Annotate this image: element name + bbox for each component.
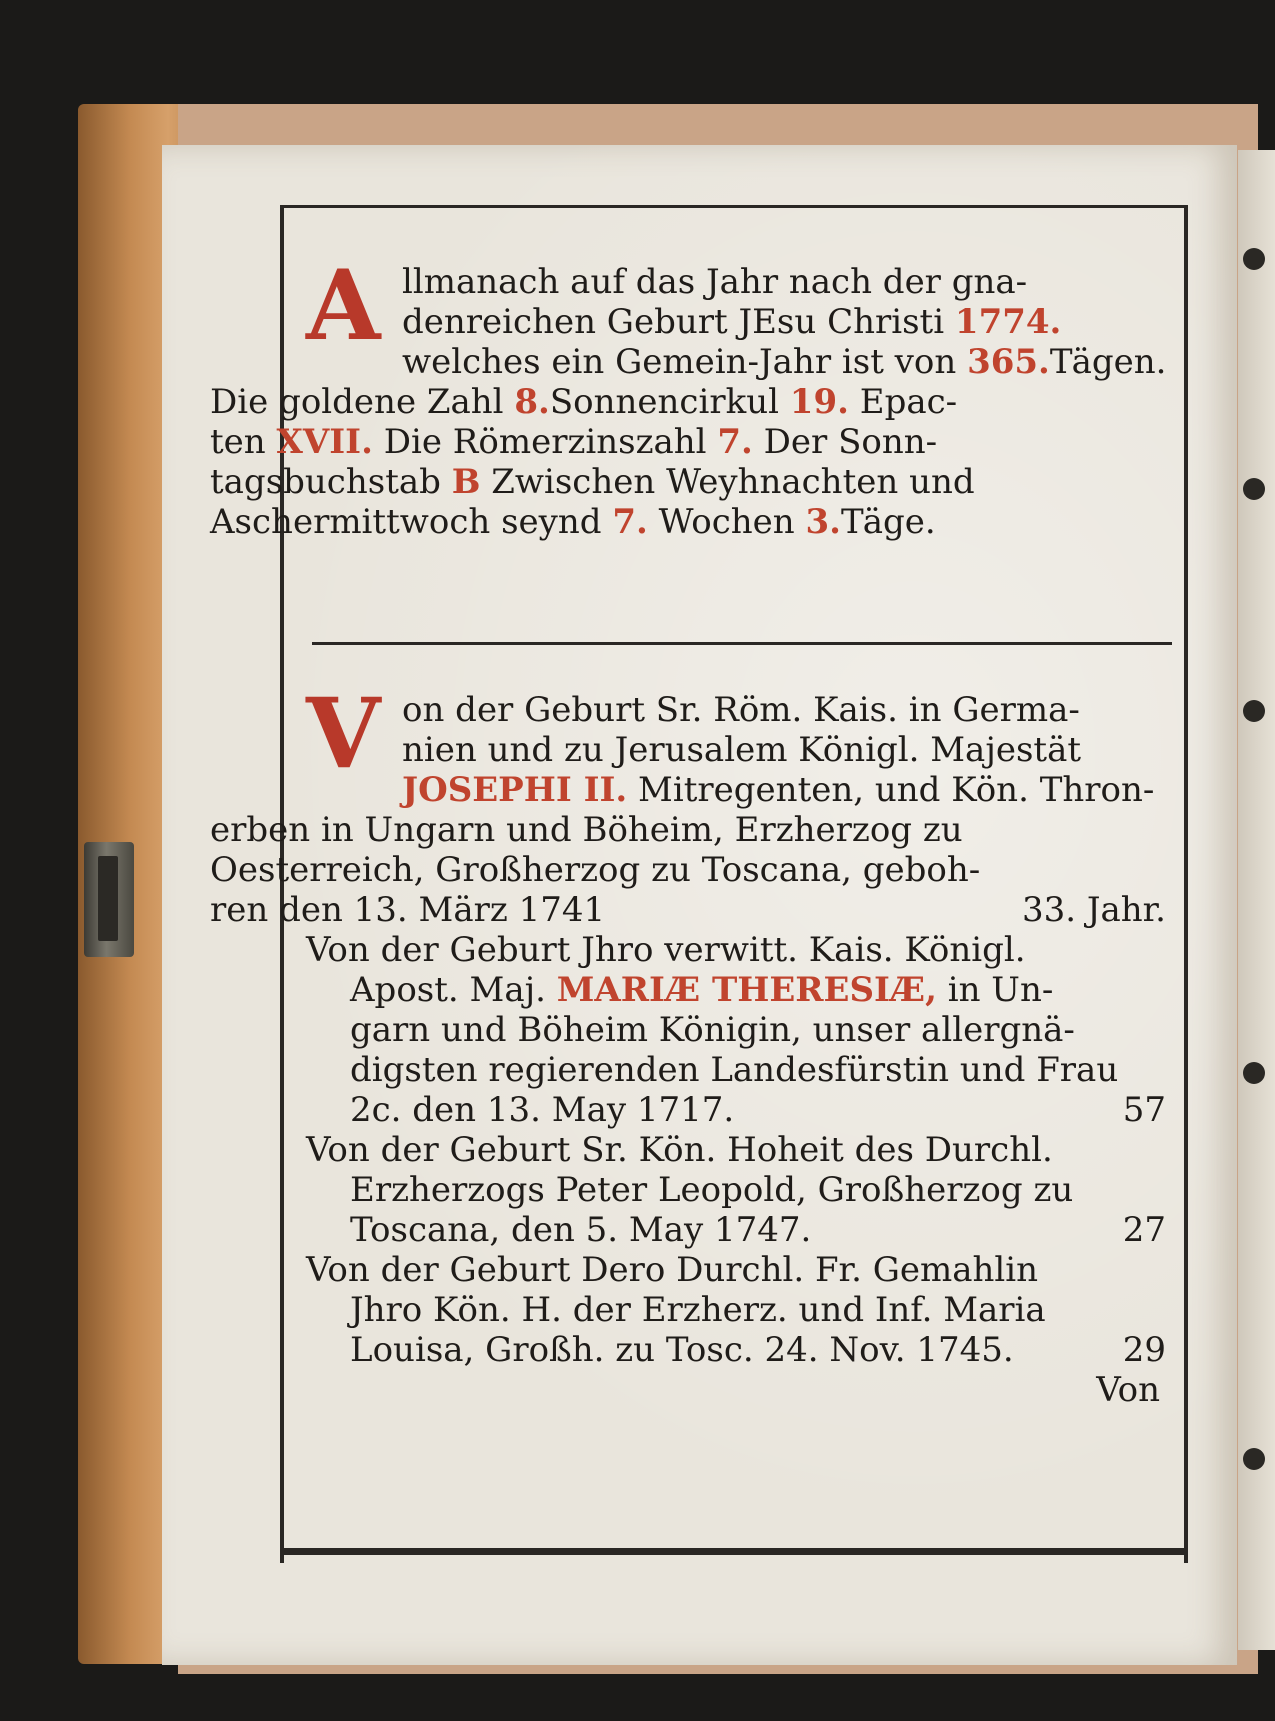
birthday-entries-block	[210, 677, 1174, 1410]
text-line	[306, 1250, 1174, 1290]
rubric-text: MARIÆ THERESIÆ,	[556, 970, 937, 1010]
text-run: Apost. Maj.	[350, 970, 557, 1010]
emperor-lines	[210, 677, 1174, 930]
text-line	[306, 1010, 1174, 1050]
text-line	[210, 382, 1174, 422]
text-line	[306, 1210, 1174, 1250]
text-line	[306, 1130, 1174, 1170]
text-line	[306, 930, 1174, 970]
text-line	[306, 1290, 1174, 1330]
text-line	[306, 1090, 1174, 1130]
text-run: Täge.	[841, 502, 936, 542]
text-line	[210, 810, 1174, 850]
text-run: Die Römerzinszahl	[372, 422, 718, 462]
drop-cap: A	[306, 249, 381, 362]
rubric-text: 7.	[717, 422, 753, 462]
age-number: 33. Jahr.	[1021, 890, 1166, 930]
text-run: tagsbuchstab	[210, 462, 452, 502]
text-run: Mitregenten, und Kön. Thron-	[627, 770, 1155, 810]
text-line	[210, 422, 1174, 462]
text-line	[210, 502, 1174, 542]
text-run: Sonnencirkul	[549, 382, 790, 422]
section-divider	[312, 642, 1172, 645]
text-run: Von der Geburt Dero Durchl. Fr. Gemahlin	[306, 1250, 1039, 1290]
rubric-text: B	[451, 462, 481, 502]
text-run: Erzherzogs Peter Leopold, Großherzog zu	[350, 1170, 1074, 1210]
book-clasp	[84, 842, 134, 957]
binding-hole	[1243, 700, 1265, 722]
text-run: nien und zu Jerusalem Königl. Majestät	[402, 730, 1082, 770]
text-run: 2c. den 13. May 1717.	[350, 1090, 735, 1130]
text-run: erben in Ungarn und Böheim, Erzherzog zu	[210, 810, 963, 850]
rubric-text: 365.	[967, 342, 1050, 382]
catchword: Von	[1096, 1370, 1160, 1410]
text-run: Der Sonn-	[752, 422, 938, 462]
text-line	[210, 850, 1174, 890]
text-line	[210, 770, 1174, 810]
text-line	[306, 1330, 1174, 1370]
text-line	[210, 462, 1174, 502]
text-run: digsten regierenden Landesfürstin und Frau	[350, 1050, 1119, 1090]
text-line	[306, 690, 1174, 730]
text-run: Jhro Kön. H. der Erzherz. und Inf. Maria	[350, 1290, 1046, 1330]
text-run: in Un-	[936, 970, 1054, 1010]
text-run: garn und Böheim Königin, unser allergnä-	[350, 1010, 1075, 1050]
text-line	[306, 302, 1174, 342]
text-line	[306, 730, 1174, 770]
age-number: 27	[1122, 1210, 1166, 1250]
binding-hole	[1243, 1448, 1265, 1470]
text-run: ten	[210, 422, 277, 462]
text-run: Louisa, Großh. zu Tosc. 24. Nov. 1745.	[350, 1330, 1014, 1370]
facing-page-edge	[1238, 150, 1275, 1650]
rubric-text: 1774.	[954, 302, 1062, 342]
drop-cap: V	[306, 677, 381, 790]
rubric-text: 7.	[612, 502, 648, 542]
text-run: denreichen Geburt JEsu Christi	[402, 302, 955, 342]
text-line	[210, 890, 1174, 930]
text-run: Tägen.	[1049, 342, 1167, 382]
text-line	[210, 342, 1174, 382]
text-run: Die goldene Zahl	[210, 382, 515, 422]
entry-list	[306, 930, 1174, 1370]
age-number: 29	[1122, 1330, 1166, 1370]
almanac-title-block	[210, 249, 1174, 542]
text-run: Oesterreich, Großherzog zu Toscana, geboh-	[210, 850, 981, 890]
text-line	[306, 1170, 1174, 1210]
binding-hole	[1243, 1062, 1265, 1084]
text-run: llmanach auf das Jahr nach der gna-	[402, 262, 1028, 302]
rubric-text: 3.	[805, 502, 842, 542]
rubric-text: XVII.	[276, 422, 373, 462]
bottom-rule	[282, 1548, 1184, 1555]
text-run: on der Geburt Sr. Röm. Kais. in Germa-	[402, 690, 1080, 730]
age-number: 57	[1122, 1090, 1166, 1130]
text-line	[306, 970, 1174, 1010]
text-run: Epac-	[848, 382, 958, 422]
rubric-text: 8.	[514, 382, 550, 422]
text-line	[306, 1050, 1174, 1090]
title-lines	[210, 249, 1174, 542]
text-run: welches ein Gemein-Jahr ist von	[402, 342, 968, 382]
binding-hole	[1243, 248, 1265, 270]
text-run: ren den 13. März 1741	[210, 890, 606, 930]
text-run: Aschermittwoch seynd	[210, 502, 613, 542]
text-run: Von der Geburt Sr. Kön. Hoheit des Durchl.	[306, 1130, 1053, 1170]
rubric-text: JOSEPHI II.	[402, 770, 628, 810]
text-run: Wochen	[647, 502, 806, 542]
text-run: Toscana, den 5. May 1747.	[350, 1210, 812, 1250]
binding-hole	[1243, 478, 1265, 500]
rubric-text: 19.	[789, 382, 849, 422]
text-run: Von der Geburt Jhro verwitt. Kais. Königl.	[306, 930, 1026, 970]
text-run: Zwischen Weyhnachten und	[480, 462, 975, 502]
text-line	[306, 262, 1174, 302]
